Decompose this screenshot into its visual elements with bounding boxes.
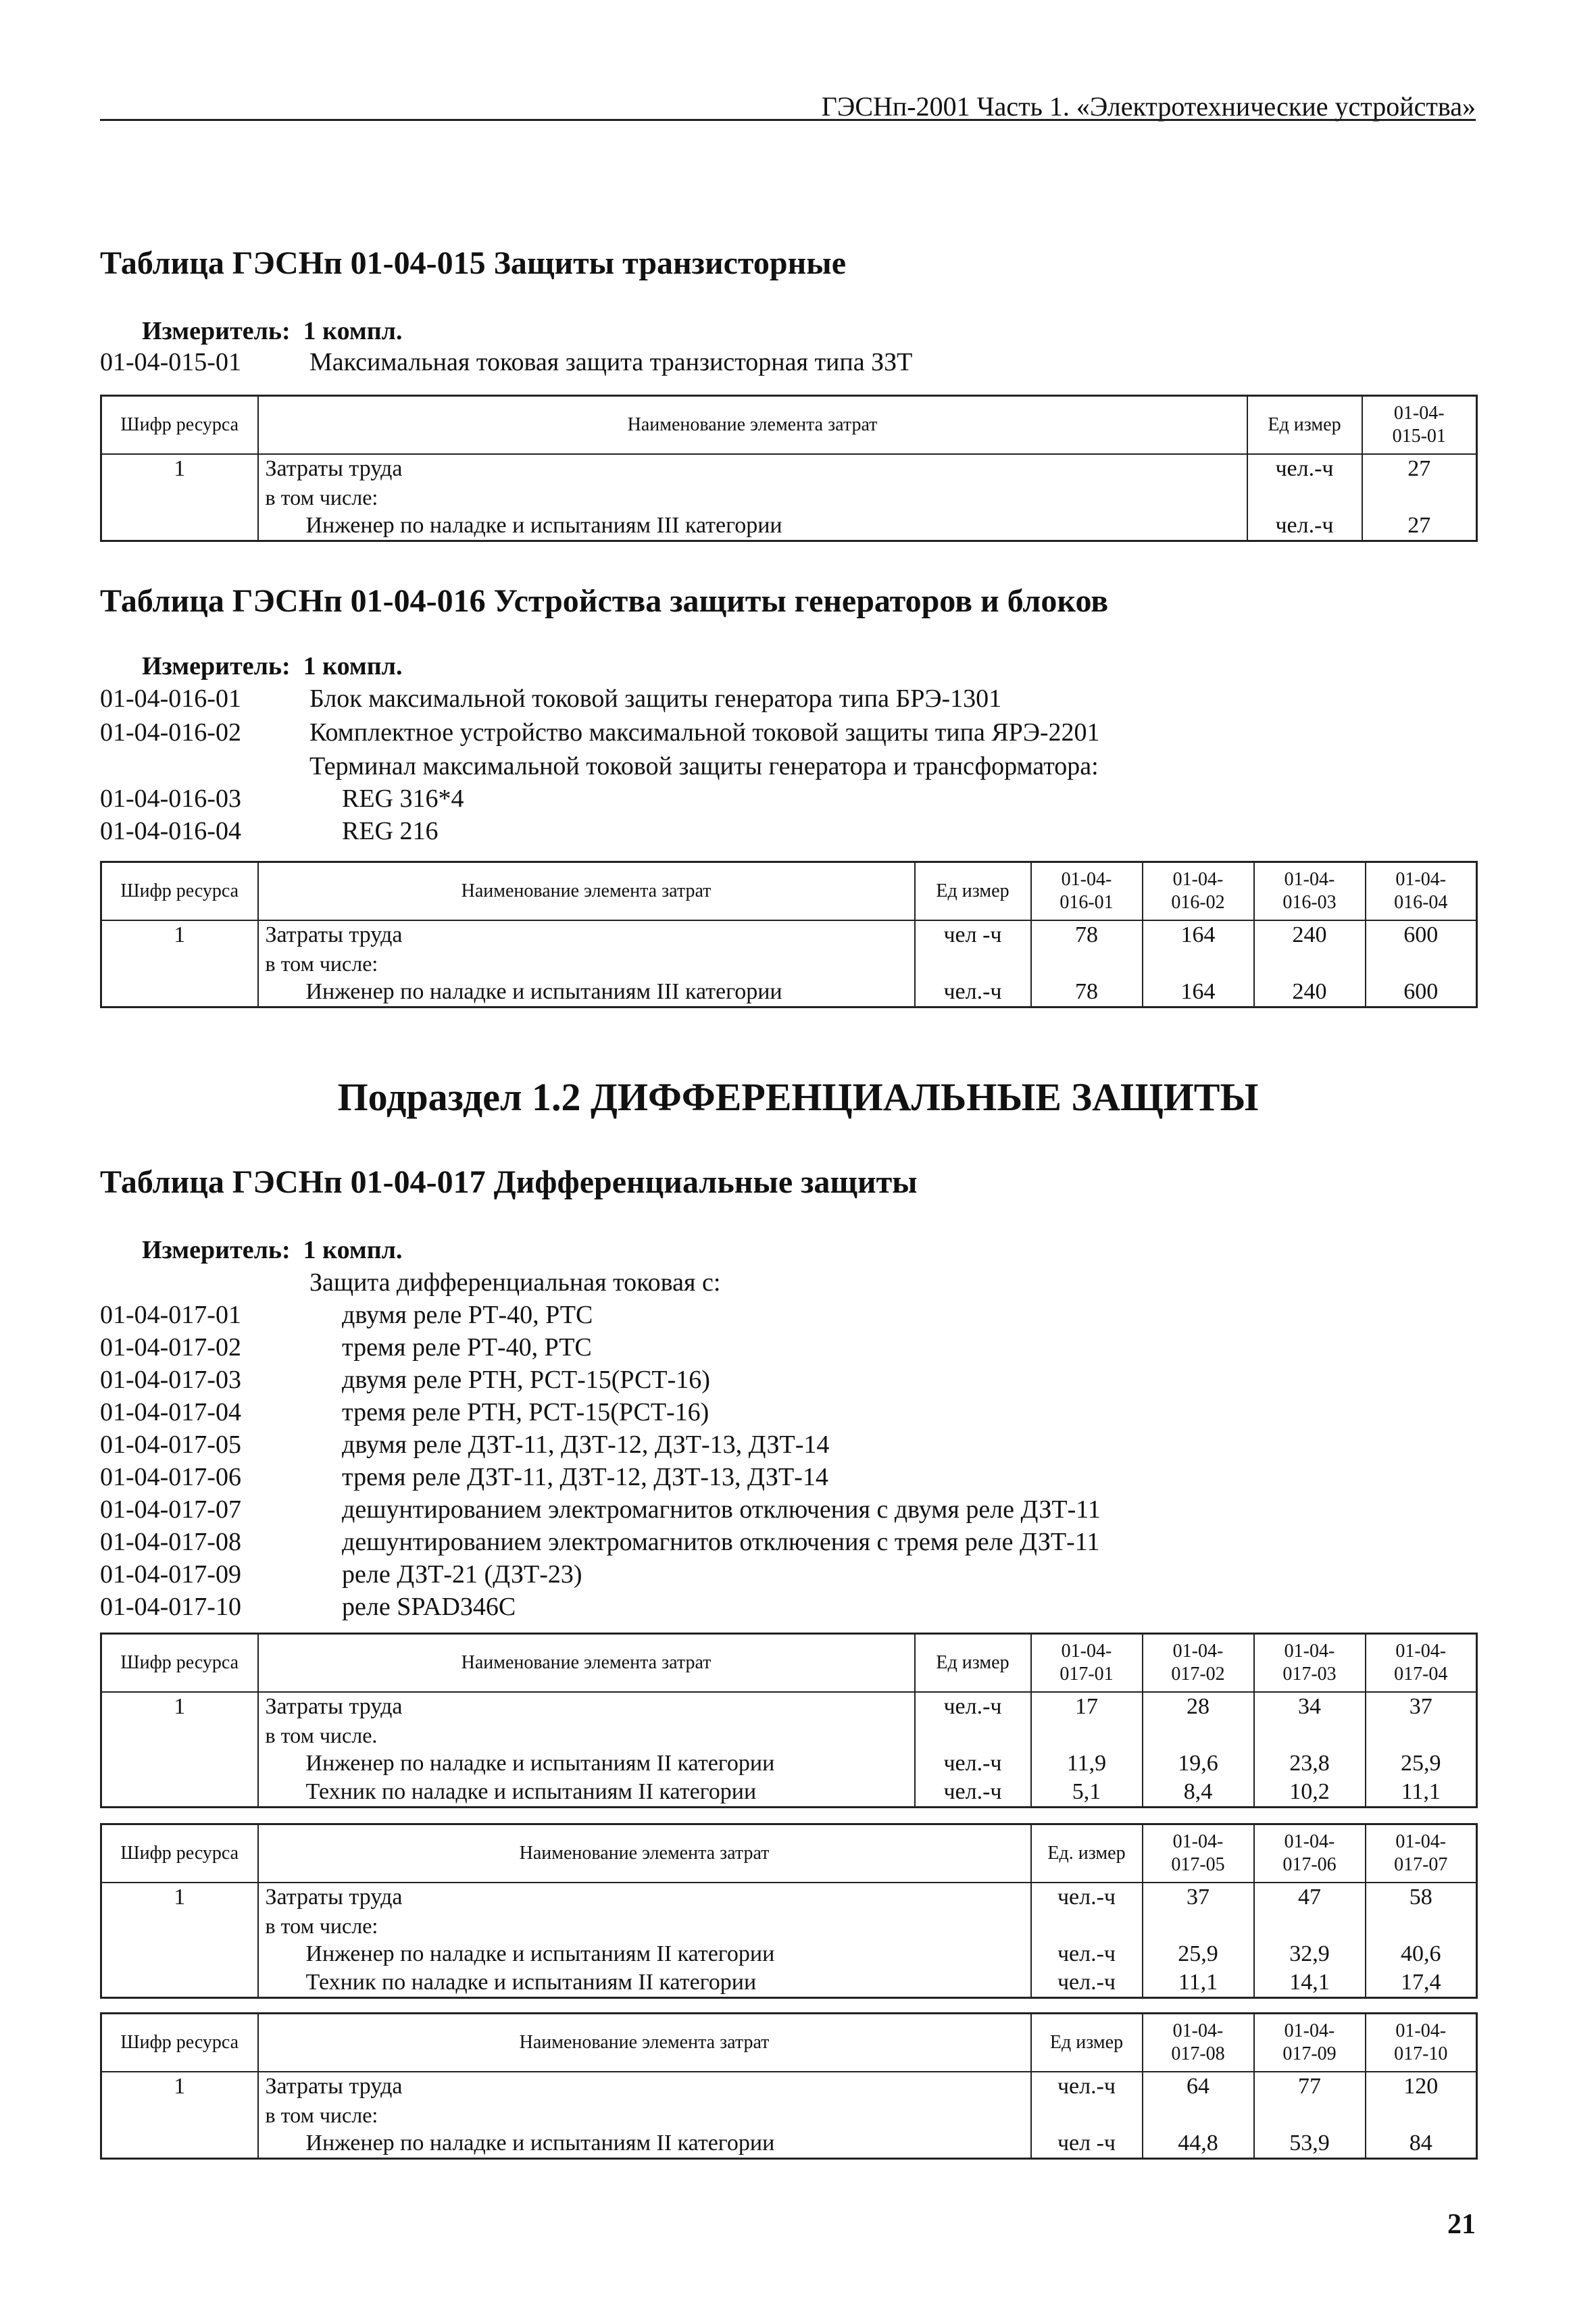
item-code: 01-04-017-10	[100, 1593, 241, 1621]
row-unit: чел -ч	[943, 922, 1002, 947]
row-name: в том числе:	[265, 1913, 378, 1938]
meter-017	[142, 1235, 402, 1265]
row-code: 1	[174, 455, 186, 481]
row-value: 11,9	[1066, 1750, 1107, 1776]
item-name: реле ДЗТ-21 (ДЗТ-23)	[342, 1560, 582, 1589]
item-code: 01-04-017-03	[100, 1366, 241, 1394]
col-value-header: 01-04- 016-02	[1143, 862, 1254, 920]
row-name: в том числе:	[265, 2102, 378, 2127]
table-row	[101, 454, 1477, 541]
row-unit: чел.-ч	[1057, 1941, 1116, 1966]
item-code: 01-04-017-09	[100, 1560, 241, 1589]
col-value-header: 01-04- 017-09	[1254, 2014, 1366, 2072]
row-code: 1	[174, 922, 186, 947]
item-name: REG 316*4	[342, 785, 464, 813]
item-code: 01-04-017-07	[100, 1495, 241, 1524]
row-unit: чел.-ч	[1275, 512, 1334, 538]
table-017-part3	[100, 2012, 1478, 2160]
col-value-header	[1362, 396, 1477, 454]
row-value: 84	[1409, 2130, 1432, 2156]
row-value: 25,9	[1401, 1750, 1441, 1776]
table-row	[101, 1883, 1477, 1998]
table-row	[101, 1692, 1477, 1808]
col-code-header: Шифр ресурса	[101, 1824, 258, 1883]
row-value: 8,4	[1183, 1778, 1213, 1804]
row-value: 28	[1187, 1693, 1210, 1719]
col-code-header: Шифр ресурса	[101, 396, 258, 454]
row-name: Затраты труда	[265, 2073, 403, 2099]
row-value: 19,6	[1178, 1750, 1218, 1776]
table-017-part2	[100, 1823, 1478, 1999]
row-unit: чел.-ч	[1057, 2073, 1116, 2099]
col-name-header: Наименование элемента затрат	[258, 2014, 1031, 2072]
row-name: Техник по наладке и испытаниям II категории	[305, 1778, 757, 1804]
item-name: реле SPAD346C	[342, 1593, 516, 1621]
meter-label: Измеритель:	[142, 317, 291, 345]
col-name-header: Наименование элемента затрат	[258, 862, 915, 920]
row-value: 53,9	[1289, 2130, 1330, 2156]
col-unit-header: Ед измер	[915, 862, 1031, 920]
item-name: дешунтированием электромагнитов отключения с двумя реле ДЗТ-11	[342, 1495, 1101, 1524]
table-017-title: Таблица ГЭСНп 01-04-017 Дифференциальные защиты	[100, 1164, 918, 1200]
row-value: 11,1	[1401, 1778, 1441, 1804]
item-code: 01-04-017-04	[100, 1398, 241, 1426]
col-code-header: Шифр ресурса	[101, 862, 258, 920]
item-code: 01-04-015-01	[100, 348, 241, 376]
table-016-title: Таблица ГЭСНп 01-04-016 Устройства защиты генераторов и блоков	[100, 583, 1109, 619]
row-unit: чел.-ч	[943, 1778, 1002, 1804]
col-value-header: 01-04- 017-08	[1143, 2014, 1254, 2072]
table-016	[100, 861, 1478, 1008]
col-value-header: 01-04- 017-07	[1366, 1824, 1477, 1883]
item-name: Комплектное устройство максимальной токовой защиты типа ЯРЭ-2201	[309, 718, 1100, 747]
row-unit: чел.-ч	[943, 978, 1002, 1004]
row-unit: чел.-ч	[1057, 1884, 1116, 1910]
row-name: в том числе:	[265, 951, 378, 976]
item-name: тремя реле РТН, РСТ-15(РСТ-16)	[342, 1398, 709, 1426]
meter-value: 1 компл.	[303, 317, 403, 345]
item-code: 01-04-017-08	[100, 1528, 241, 1556]
col-unit-header: Ед измер	[1247, 396, 1362, 454]
row-name: в том числе:	[265, 484, 378, 509]
col-value-header: 01-04- 017-06	[1254, 1824, 1366, 1883]
row-name: Затраты труда	[265, 922, 403, 947]
row-value: 120	[1403, 2073, 1439, 2099]
row-value: 600	[1403, 978, 1439, 1004]
subsection-title: Подраздел 1.2 ДИФФЕРЕНЦИАЛЬНЫЕ ЗАЩИТЫ	[337, 1075, 1259, 1119]
col-name-header: Наименование элемента затрат	[258, 1634, 915, 1692]
row-code: 1	[174, 1693, 186, 1719]
row-unit: чел.-ч	[1275, 455, 1334, 481]
item-code: 01-04-017-02	[100, 1333, 241, 1362]
item-code: 01-04-016-01	[100, 684, 241, 713]
table-row	[101, 920, 1477, 1007]
row-value: 600	[1403, 922, 1439, 947]
row-name: Инженер по наладке и испытаниям II категории	[305, 1750, 775, 1776]
row-value: 23,8	[1289, 1750, 1330, 1776]
col-code-bottom: 015-01	[1392, 425, 1446, 447]
row-value: 10,2	[1289, 1778, 1330, 1804]
row-name: Затраты труда	[265, 1693, 403, 1719]
row-name: Инженер по наладке и испытаниям II категории	[305, 1941, 775, 1966]
col-value-header: 01-04- 016-01	[1031, 862, 1143, 920]
row-value: 44,8	[1178, 2130, 1218, 2156]
meter-015	[142, 316, 402, 346]
row-value: 14,1	[1289, 1969, 1330, 1995]
row-name: Инженер по наладке и испытаниям II категории	[305, 2130, 775, 2156]
item-name: двумя реле ДЗТ-11, ДЗТ-12, ДЗТ-13, ДЗТ-14	[342, 1430, 830, 1459]
item-code: 01-04-017-05	[100, 1430, 241, 1459]
row-value: 37	[1187, 1884, 1210, 1910]
row-value: 37	[1409, 1693, 1432, 1719]
row-value: 40,6	[1401, 1941, 1441, 1966]
row-value: 25,9	[1178, 1941, 1218, 1966]
row-unit: чел.-ч	[943, 1750, 1002, 1776]
item-code: 01-04-016-04	[100, 817, 241, 845]
item-name: тремя реле ДЗТ-11, ДЗТ-12, ДЗТ-13, ДЗТ-14	[342, 1463, 828, 1491]
item-code: 01-04-016-02	[100, 718, 241, 747]
col-value-header: 01-04- 017-01	[1031, 1634, 1143, 1692]
col-code-header: Шифр ресурса	[101, 1634, 258, 1692]
col-name-header: Наименование элемента затрат	[258, 1824, 1031, 1883]
item-name: двумя реле РТ-40, РТС	[342, 1301, 593, 1329]
item-code: 01-04-017-06	[100, 1463, 241, 1491]
row-unit: чел -ч	[1057, 2130, 1116, 2156]
row-value: 164	[1180, 922, 1216, 947]
meter-label: Измеритель:	[142, 1236, 291, 1264]
meter-value: 1 компл.	[303, 652, 403, 680]
col-value-header: 01-04- 017-02	[1143, 1634, 1254, 1692]
row-name: Инженер по наладке и испытаниям III категории	[305, 978, 782, 1004]
item-code: 01-04-016-03	[100, 785, 241, 813]
row-code: 1	[174, 1884, 186, 1910]
col-unit-header: Ед измер	[1031, 2014, 1143, 2072]
row-value: 47	[1298, 1884, 1321, 1910]
col-value-header: 01-04- 016-04	[1366, 862, 1477, 920]
row-value: 27	[1407, 455, 1431, 481]
col-value-header: 01-04- 017-10	[1366, 2014, 1477, 2072]
item-name: REG 216	[342, 817, 439, 845]
row-unit: чел.-ч	[1057, 1969, 1116, 1995]
col-code-top: 01-04-	[1393, 403, 1445, 424]
table-015-title: Таблица ГЭСНп 01-04-015 Защиты транзисторные	[100, 245, 846, 281]
running-header: ГЭСНп-2001 Часть 1. «Электротехнические устройства»	[821, 91, 1476, 122]
row-value: 78	[1075, 978, 1098, 1004]
col-value-header: 01-04- 017-03	[1254, 1634, 1366, 1692]
item-name: дешунтированием электромагнитов отключения с тремя реле ДЗТ-11	[342, 1528, 1100, 1556]
row-value: 78	[1075, 922, 1098, 947]
row-value: 164	[1180, 978, 1216, 1004]
table-015	[100, 395, 1478, 542]
item-name: тремя реле РТ-40, РТС	[342, 1333, 592, 1362]
row-value: 17,4	[1401, 1969, 1441, 1995]
row-value: 240	[1292, 978, 1327, 1004]
meter-016	[142, 651, 402, 681]
row-value: 34	[1298, 1693, 1321, 1719]
row-value: 58	[1409, 1884, 1432, 1910]
col-unit-header: Ед измер	[915, 1634, 1031, 1692]
row-value: 27	[1407, 512, 1431, 538]
meter-value: 1 компл.	[303, 1236, 403, 1264]
col-name-header: Наименование элемента затрат	[258, 396, 1247, 454]
row-name: Затраты труда	[265, 455, 403, 481]
col-unit-header: Ед. измер	[1031, 1824, 1143, 1883]
row-code: 1	[174, 2073, 186, 2099]
row-value: 240	[1292, 922, 1327, 947]
row-value: 5,1	[1072, 1778, 1101, 1804]
table-row	[101, 2072, 1477, 2159]
item-name: двумя реле РТН, РСТ-15(РСТ-16)	[342, 1366, 710, 1394]
page-number: 21	[1447, 2209, 1476, 2240]
row-value: 64	[1187, 2073, 1210, 2099]
item-name: Терминал максимальной токовой защиты генератора и трансформатора:	[309, 752, 1099, 780]
header-rule	[100, 119, 1476, 121]
table-017-part1	[100, 1633, 1478, 1808]
row-name: в том числе.	[265, 1722, 378, 1747]
row-unit: чел.-ч	[943, 1693, 1002, 1719]
item-code: 01-04-017-01	[100, 1301, 241, 1329]
meter-label: Измеритель:	[142, 652, 291, 680]
row-value: 32,9	[1289, 1941, 1330, 1966]
col-value-header: 01-04- 016-03	[1254, 862, 1366, 920]
col-value-header: 01-04- 017-05	[1143, 1824, 1254, 1883]
intro-text: Защита дифференциальная токовая с:	[309, 1268, 721, 1297]
row-name: Затраты труда	[265, 1884, 403, 1910]
item-name: Блок максимальной токовой защиты генератора типа БРЭ-1301	[309, 684, 1002, 713]
col-value-header: 01-04- 017-04	[1366, 1634, 1477, 1692]
row-name: Инженер по наладке и испытаниям III категории	[305, 512, 782, 538]
row-value: 77	[1298, 2073, 1321, 2099]
item-list-015	[100, 347, 1478, 380]
col-code-header: Шифр ресурса	[101, 2014, 258, 2072]
row-value: 17	[1075, 1693, 1098, 1719]
row-name: Техник по наладке и испытаниям II категории	[305, 1969, 757, 1995]
item-name: Максимальная токовая защита транзисторная типа ЗЗТ	[309, 348, 913, 376]
row-value: 11,1	[1178, 1969, 1218, 1995]
